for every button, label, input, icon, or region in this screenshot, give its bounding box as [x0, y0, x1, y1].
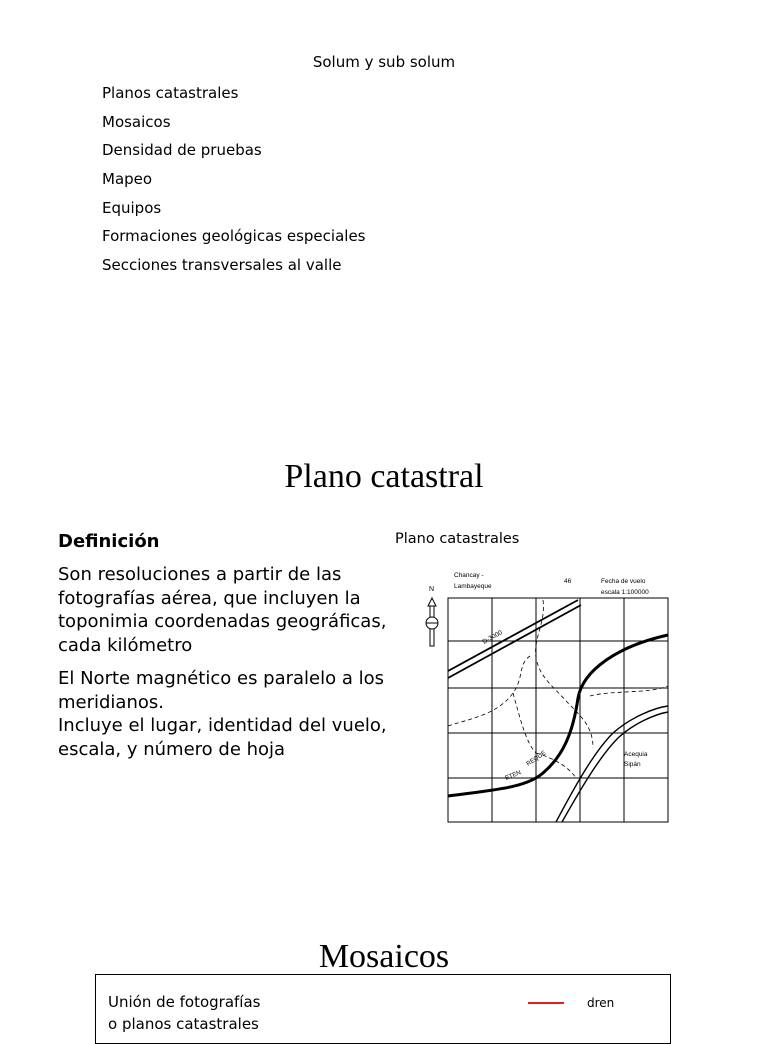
definition-paragraph: Incluye el lugar, identidad del vuelo, escala, y número de hoja: [58, 715, 387, 760]
definition-paragraph: El Norte magnético es paralelo a los meridianos.: [58, 668, 385, 713]
mosaic-description-line: o planos catastrales: [108, 1015, 259, 1033]
north-arrow-icon: [426, 586, 438, 646]
topic-item: Formaciones geológicas especiales: [102, 227, 366, 246]
legend-dren-label: dren: [587, 996, 615, 1010]
topic-item: Mapeo: [102, 170, 153, 189]
map-flight-label: Fecha de vuelo: [601, 578, 646, 585]
slide1-title: Solum y sub solum: [312, 53, 456, 71]
definition-heading: Definición: [58, 531, 160, 552]
topic-item: Equipos: [102, 198, 162, 217]
topic-item: Secciones transversales al valle: [102, 256, 342, 275]
road-label: D-3000: [481, 629, 504, 646]
map-grid: [448, 598, 668, 822]
legend-dren-swatch: [528, 1002, 564, 1004]
slide1-topic-list: [102, 82, 365, 283]
slide2-title: Plano catastral: [284, 458, 484, 495]
map-scale-label: escala 1:100000: [601, 589, 649, 596]
slide3-title: Mosaicos: [318, 938, 450, 975]
cadastral-map: [418, 568, 678, 828]
definition-body: [58, 563, 388, 761]
topic-item: Planos catastrales: [102, 84, 239, 102]
road-d3000: [448, 600, 581, 678]
topic-item: Densidad de pruebas: [102, 141, 262, 160]
map-place-label: Chancay -: [454, 572, 484, 579]
topic-item: Mosaicos: [102, 112, 171, 131]
map-place-label: Lambayeque: [454, 583, 492, 590]
mosaic-description-line: Unión de fotografías: [108, 993, 261, 1011]
route-label: ETEN: [504, 769, 523, 782]
map-sheet-number: 46: [564, 578, 572, 585]
canal-label: Acequia: [624, 751, 648, 758]
canal-label: Sipán: [624, 761, 641, 768]
route-label: REQUE: [525, 749, 548, 768]
north-label: N: [429, 586, 435, 593]
mosaic-description: [108, 991, 260, 1035]
definition-paragraph: Son resoluciones a partir de las fotografías aérea, que incluyen la toponimia coordenadas geográficas, cada kilómetro: [58, 564, 387, 656]
map-caption: Plano catastrales: [395, 531, 520, 547]
